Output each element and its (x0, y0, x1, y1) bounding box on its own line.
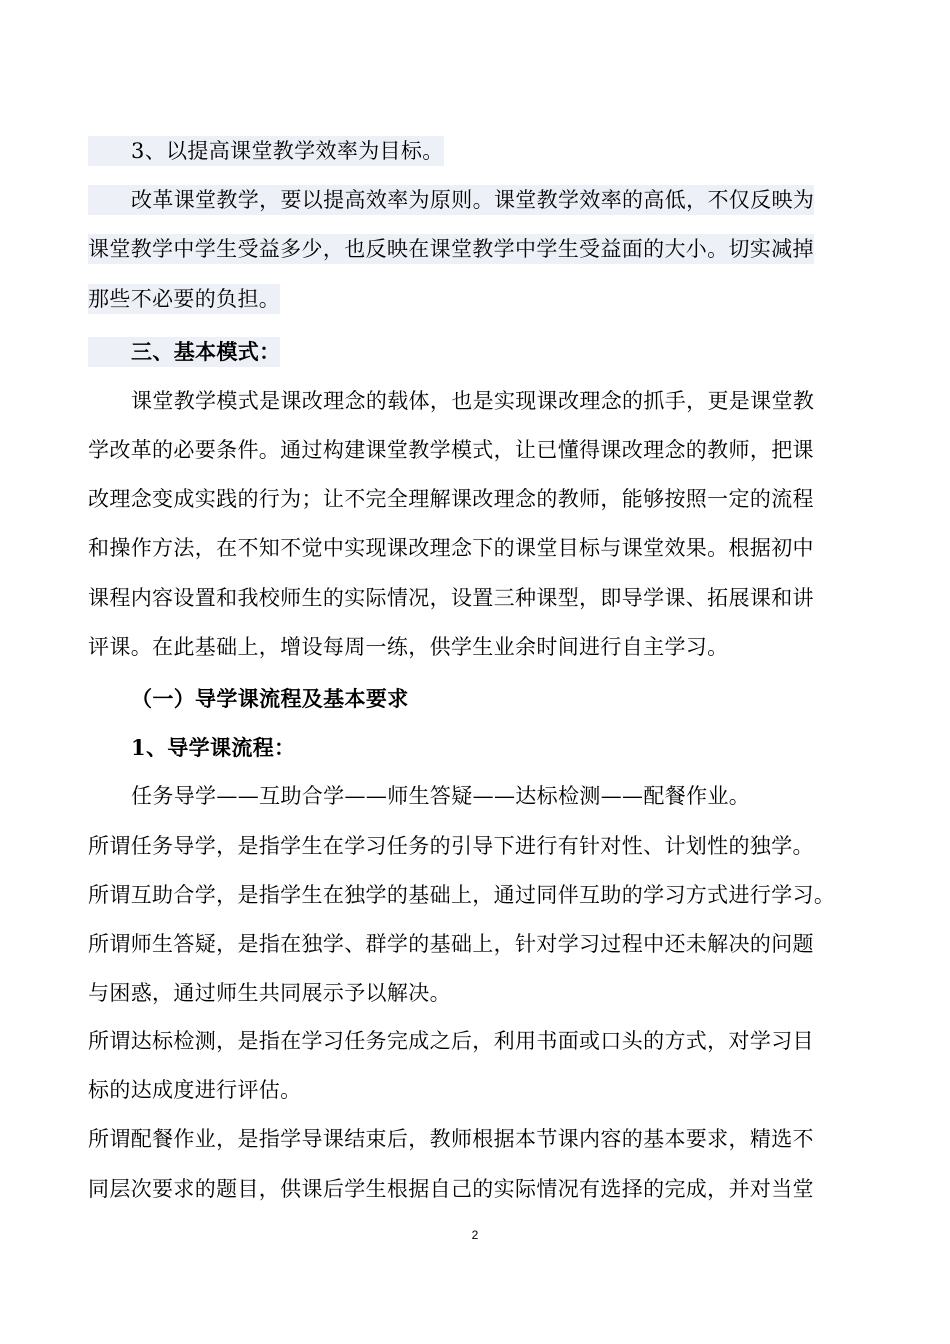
paragraph-line: 所谓任务导学，是指学生在学习任务的引导下进行有针对性、计划性的独学。 (88, 834, 814, 858)
highlighted-text: 课堂教学中学生受益多少，也反映在课堂教学中学生受益面的大小。切实减掉 (88, 234, 814, 264)
paragraph-line: 课程内容设置和我校师生的实际情况，设置三种课型，即导学课、拓展课和讲 (88, 586, 814, 610)
paragraph-line: 所谓达标检测，是指在学习任务完成之后，利用书面或口头的方式，对学习目 (88, 1029, 814, 1053)
highlighted-text: 3、以提高课堂教学效率为目标。 (88, 136, 444, 166)
page-number: 2 (471, 1228, 479, 1242)
paragraph-line: 所谓配餐作业，是指学导课结束后，教师根据本节课内容的基本要求，精选不 (88, 1127, 814, 1151)
paragraph-line: 所谓师生答疑，是指在独学、群学的基础上，针对学习过程中还未解决的问题 (88, 932, 814, 956)
paragraph-line: 标的达成度进行评估。 (88, 1078, 302, 1102)
highlighted-text: 改革课堂教学，要以提高效率为原则。课堂教学效率的高低，不仅反映为 (88, 185, 814, 215)
subsection-heading: （一）导学课流程及基本要求 (131, 686, 409, 711)
paragraph-line (88, 234, 814, 264)
paragraph-line: 评课。在此基础上，增设每周一练，供学生业余时间进行自主学习。 (88, 635, 729, 659)
paragraph-line: 课堂教学模式是课改理念的载体，也是实现课改理念的抓手，更是课堂教 (131, 389, 815, 413)
section-heading (131, 337, 280, 367)
paragraph-line: 任务导学——互助合学——师生答疑——达标检测——配餐作业。 (131, 784, 751, 808)
paragraph-line (88, 284, 280, 314)
subsection-heading: 1、导学课流程： (131, 735, 296, 760)
paragraph-line: 与困惑，通过师生共同展示予以解决。 (88, 981, 451, 1005)
paragraph-line (131, 136, 444, 166)
paragraph-line (131, 185, 814, 215)
paragraph-line: 所谓互助合学，是指学生在独学的基础上，通过同伴互助的学习方式进行学习。 (88, 883, 836, 907)
paragraph-line: 学改革的必要条件。通过构建课堂教学模式，让已懂得课改理念的教师，把课 (88, 438, 814, 462)
paragraph-line: 改理念变成实践的行为；让不完全理解课改理念的教师，能够按照一定的流程 (88, 487, 814, 511)
highlighted-text: 那些不必要的负担。 (88, 284, 280, 314)
paragraph-line: 和操作方法，在不知不觉中实现课改理念下的课堂目标与课堂效果。根据初中 (88, 536, 814, 560)
highlighted-text: 三、基本模式： (88, 337, 280, 367)
paragraph-line: 同层次要求的题目，供课后学生根据自己的实际情况有选择的完成，并对当堂 (88, 1177, 814, 1201)
